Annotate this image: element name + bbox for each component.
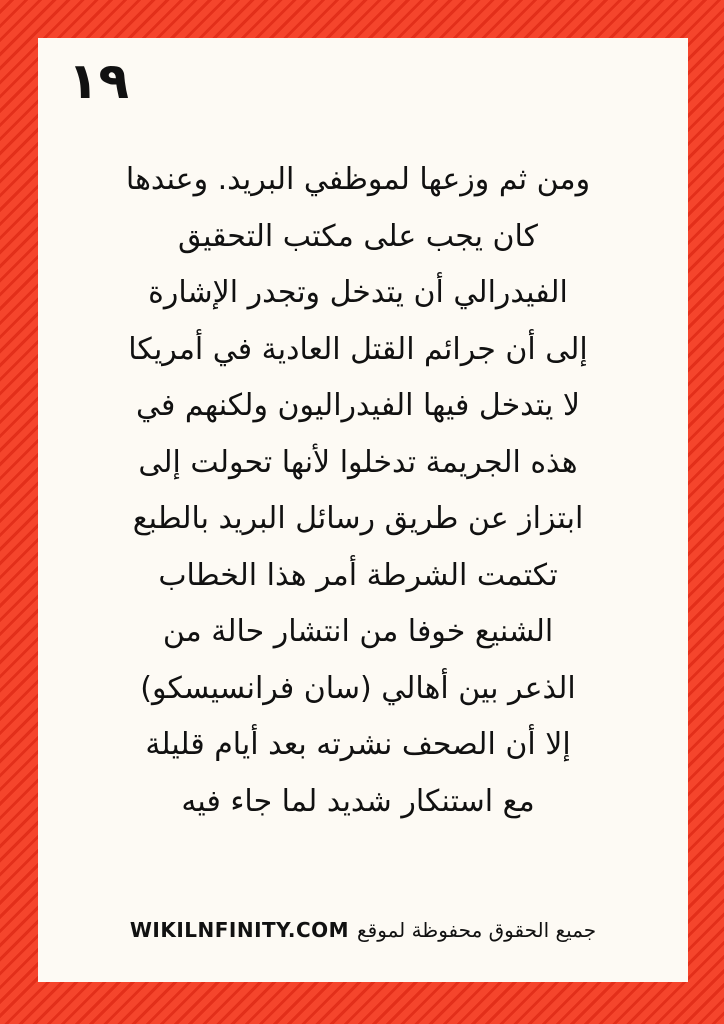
body-line: ومن ثم وزعها لموظفي البريد. وعندها [125, 162, 591, 197]
body-line: إلى أن جرائم القتل العادية في أمريكا [128, 331, 588, 367]
body-line: الفيدرالي أن يتدخل وتجدر الإشارة [148, 275, 568, 310]
body-line: كان يجب على مكتب التحقيق [178, 218, 538, 254]
body-line: مع استنكار شديد لما جاء فيه [181, 783, 535, 819]
body-line: لا يتدخل فيها الفيدراليون ولكنهم في [136, 388, 580, 423]
body-text [12, 152, 704, 830]
body-line: هذه الجريمة تدخلوا لأنها تحولت إلى [138, 444, 578, 480]
footer-rights-text: جميع الحقوق محفوظة لموقع [357, 918, 597, 942]
body-line: تكتمت الشرطة أمر هذا الخطاب [158, 557, 558, 593]
body-line: الشنيع خوفا من انتشار حالة من [162, 614, 554, 649]
page-card [38, 38, 688, 982]
body-line: إلا أن الصحف نشرته بعد أيام قليلة [145, 727, 571, 762]
page-number: ١٩ [68, 52, 130, 110]
footer-site-link[interactable]: WIKILNFINITY.COM [129, 918, 350, 942]
body-line: ابتزاز عن طريق رسائل البريد بالطبع [132, 501, 584, 536]
footer [38, 918, 688, 942]
body-line: الذعر بين أهالي (سان فرانسيسكو) [140, 670, 576, 706]
